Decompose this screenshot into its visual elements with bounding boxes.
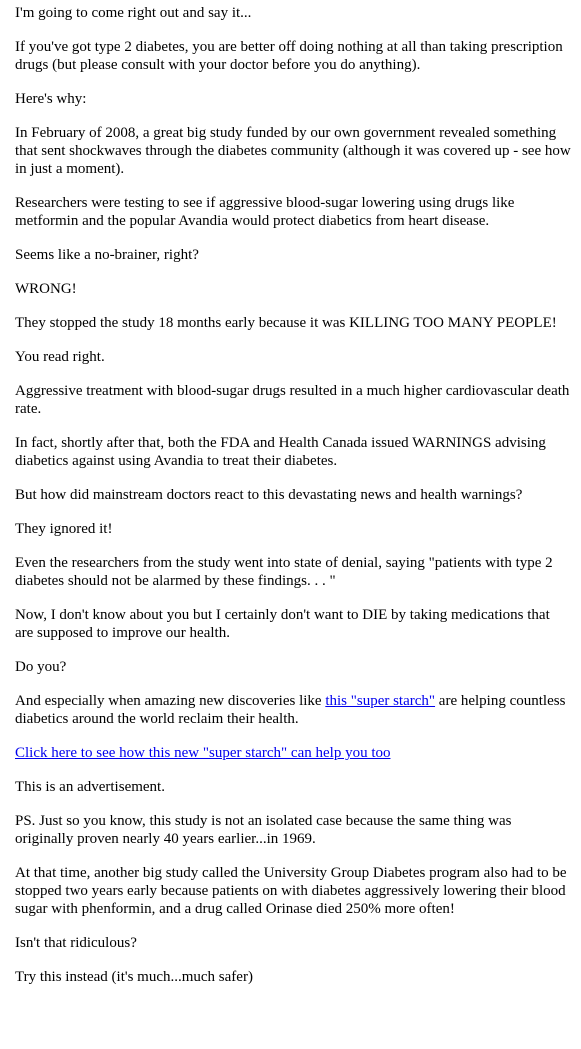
- ridiculous-paragraph: Isn't that ridiculous?: [15, 935, 137, 951]
- claim-paragraph: If you've got type 2 diabetes, you are better off doing nothing at all than taking prescription drugs (but please consult with your doctor before you do anything).: [15, 39, 563, 73]
- super-starch-text-before: And especially when amazing new discoveries like: [15, 693, 326, 709]
- researchers-paragraph: Researchers were testing to see if aggressive blood-sugar lowering using drugs like metformin and the popular Avandia would protect diabetics from heart disease.: [15, 195, 515, 229]
- denial-paragraph: Even the researchers from the study went into state of denial, saying "patients with type 2 diabetes should not be alarmed by these findings. . . ": [15, 555, 553, 589]
- aggressive-treatment-paragraph: Aggressive treatment with blood-sugar drugs resulted in a much higher cardiovascular death rate.: [15, 383, 570, 417]
- study-paragraph: In February of 2008, a great big study funded by our own government revealed something that sent shockwaves through the diabetes community (although it was covered up - see how in just a moment).: [15, 125, 571, 177]
- ignored-paragraph: They ignored it!: [15, 521, 113, 537]
- super-starch-inline-link[interactable]: this "super starch": [325, 693, 436, 709]
- super-starch-text-after: are helping countless diabetics around the world reclaim their health.: [15, 693, 566, 727]
- dont-want-to-die-paragraph: Now, I don't know about you but I certainly don't want to DIE by taking medications that are supposed to improve our health.: [15, 607, 550, 641]
- no-brainer-paragraph: Seems like a no-brainer, right?: [15, 247, 199, 263]
- heres-why-paragraph: Here's why:: [15, 91, 87, 107]
- ugdp-paragraph: At that time, another big study called the University Group Diabetes program also had to be stopped two years early because patients on with diabetes aggressively lowering their blood sugar with phenformin, and a drug called Orinase died 250% more often!: [15, 865, 567, 917]
- ad-notice: This is an advertisement.: [15, 779, 165, 795]
- stopped-study-paragraph: They stopped the study 18 months early because it was KILLING TOO MANY PEOPLE!: [15, 315, 557, 331]
- super-starch-paragraph: [15, 692, 571, 728]
- intro-paragraph: I'm going to come right out and say it...: [15, 5, 252, 21]
- doctors-react-paragraph: But how did mainstream doctors react to this devastating news and health warnings?: [15, 487, 523, 503]
- ps-paragraph: PS. Just so you know, this study is not an isolated case because the same thing was originally proven nearly 40 years earlier...in 1969.: [15, 813, 512, 847]
- warnings-paragraph: In fact, shortly after that, both the FDA and Health Canada issued WARNINGS advising diabetics against using Avandia to treat their diabetes.: [15, 435, 546, 469]
- cta-paragraph: [15, 744, 571, 762]
- try-this-paragraph: Try this instead (it's much...much safer): [15, 969, 253, 985]
- do-you-paragraph: Do you?: [15, 659, 67, 675]
- read-right-paragraph: You read right.: [15, 349, 105, 365]
- wrong-paragraph: WRONG!: [15, 281, 77, 297]
- cta-link[interactable]: Click here to see how this new "super starch" can help you too: [15, 745, 391, 761]
